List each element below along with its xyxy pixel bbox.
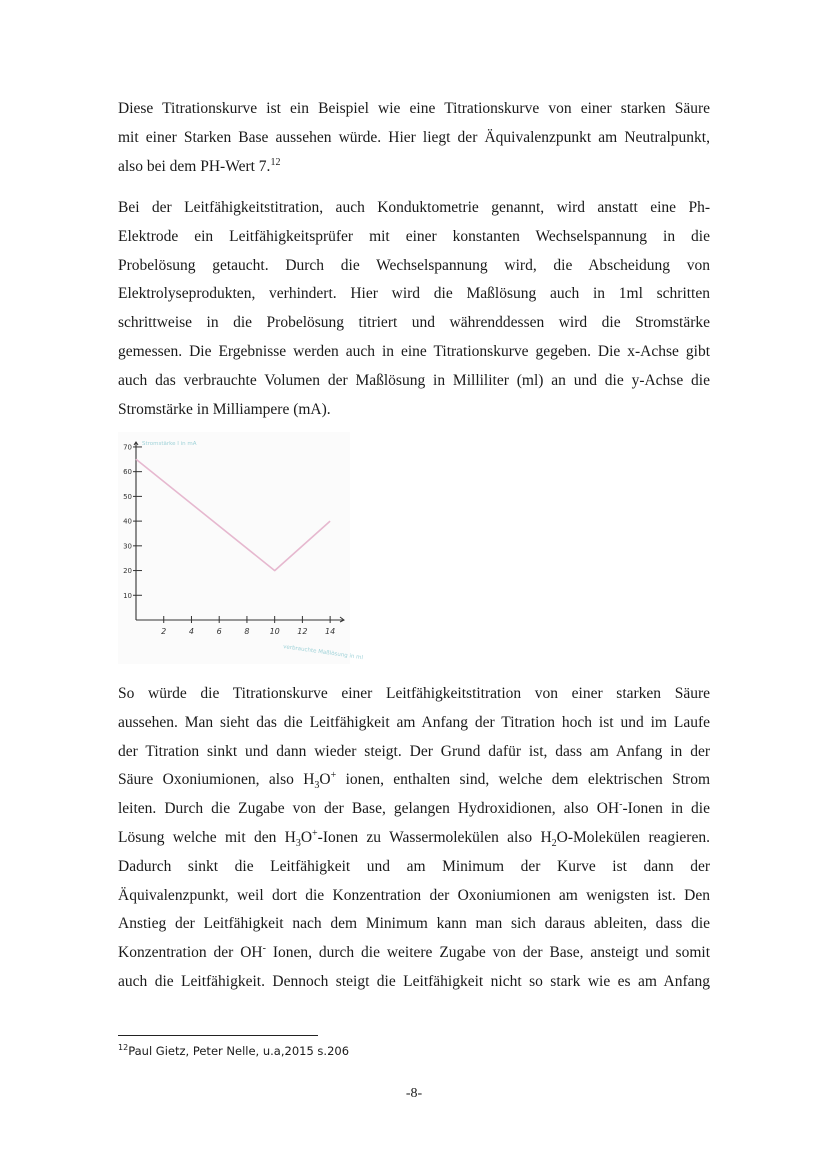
x-tick-label: 14 [325,627,336,636]
y-tick-label: 70 [123,443,132,452]
x-tick-label: 10 [269,627,280,636]
x-tick-label: 8 [244,627,250,636]
y-tick-label: 60 [123,468,132,477]
text-line: gemessen. Die Ergebnisse werden auch in eine Titrationskurve gegeben. Die x-Achse gibt [118,342,710,360]
text-line: Dadurch sinkt die Leitfähigkeit und am Minimum der Kurve ist dann der [118,857,710,875]
text-line: Elektrolyseprodukten, verhindert. Hier wird die Maßlösung auch in 1ml schritten [118,285,710,303]
paragraph-titration-example [118,95,710,181]
text-line: auch das verbrauchte Volumen der Maßlösung in Milliliter (ml) an und die y-Achse die [118,371,710,389]
superscript: + [312,827,318,839]
text-line [118,766,710,795]
footnote-separator [118,1035,318,1036]
footnote-number: 12 [118,1043,129,1053]
y-axis-label: Stromstärke I in mA [142,441,197,447]
chart-svg [118,432,364,664]
y-axis-ticks [123,443,142,599]
footnote [118,1044,349,1058]
text-line: schrittweise in die Probelösung titriert und währenddessen wird die Stromstärke [118,314,710,332]
subscript: 3 [314,780,320,792]
paragraph-conductometry [118,194,710,424]
text-line: So würde die Titrationskurve einer Leitfähigkeitstitration von einer starken Säure [118,685,710,702]
superscript: - [262,943,266,955]
text-line: Diese Titrationskurve ist ein Beispiel wie eine Titrationskurve von einer starken Säure [118,100,710,117]
text-line: aussehen. Man sieht das die Leitfähigkeit am Anfang der Titration hoch ist und im Laufe [118,713,710,731]
x-tick-label: 6 [216,627,222,636]
chart-series [136,459,330,570]
y-tick-label: 10 [123,591,132,600]
x-axis-ticks [161,616,335,636]
subscript: 3 [295,838,301,850]
y-tick-label: 20 [123,567,132,576]
text-segment: O [300,828,313,846]
text-segment: leiten. Durch die Zugabe von der Base, gelangen Hydroxidionen, also OH [118,800,620,818]
footnote-text: Paul Gietz, Peter Nelle, u.a,2015 s.206 [128,1044,350,1058]
y-tick-label: 40 [123,517,132,526]
text-line [118,795,710,824]
chart-axes [134,442,344,622]
text-line: Elektrode ein Leitfähigkeitsprüfer mit einer konstanten Wechselspannung in die [118,227,710,245]
superscript: + [330,770,337,782]
text-segment: Säure Oxoniumionen, also H [118,771,315,789]
text-line: Anstieg der Leitfähigkeit nach dem Minimum kann man sich daraus ableiten, dass die [118,915,710,933]
text-line [118,153,710,182]
text-line: Probelösung getaucht. Durch die Wechselspannung wird, die Abscheidung von [118,256,710,274]
y-tick-label: 50 [123,492,132,501]
titration-curve-chart [118,432,364,664]
x-tick-label: 4 [188,627,195,636]
paragraph-curve-explanation [118,680,710,997]
footnote-reference: 12 [270,156,281,168]
x-axis-label: verbrauchte Maßlösung in ml [282,644,364,662]
text-segment: -Ionen zu Wassermolekülen also H [317,828,552,846]
text-line-content: also bei dem PH-Wert 7. [118,157,271,175]
text-line: auch die Leitfähigkeit. Dennoch steigt die Leitfähigkeit nicht so stark wie es am Anfang [118,972,710,990]
text-line: der Titration sinkt und dann wieder steigt. Der Grund dafür ist, dass am Anfang in der [118,742,710,760]
superscript: - [619,799,623,811]
text-line: Äquivalenzpunkt, weil dort die Konzentration der Oxoniumionen am wenigsten ist. Den [118,886,710,904]
x-tick-label: 12 [297,627,308,636]
text-segment: -Ionen in die [622,800,710,818]
text-line [118,824,710,853]
text-segment: ionen, enthalten sind, welche dem elektrischen Strom [336,771,710,789]
y-tick-label: 30 [123,542,132,551]
x-tick-label: 2 [161,627,167,636]
text-line: Bei der Leitfähigkeitstitration, auch Konduktometrie genannt, wird anstatt eine Ph- [118,199,710,216]
text-segment: Ionen, durch die weitere Zugabe von der Base, ansteigt und somit [265,944,710,962]
text-line: Stromstärke in Milliampere (mA). [118,400,331,418]
page-number: -8- [405,1086,423,1101]
text-segment: O-Molekülen reagieren. [556,828,710,846]
series-line [136,459,330,570]
text-line [118,939,710,968]
text-line: mit einer Starken Base aussehen würde. Hier liegt der Äquivalenzpunkt am Neutralpunkt, [118,128,710,146]
text-segment: O [319,771,331,789]
subscript: 2 [551,838,557,850]
text-segment: Lösung welche mit den H [118,828,296,846]
text-segment: Konzentration der OH [118,944,263,962]
